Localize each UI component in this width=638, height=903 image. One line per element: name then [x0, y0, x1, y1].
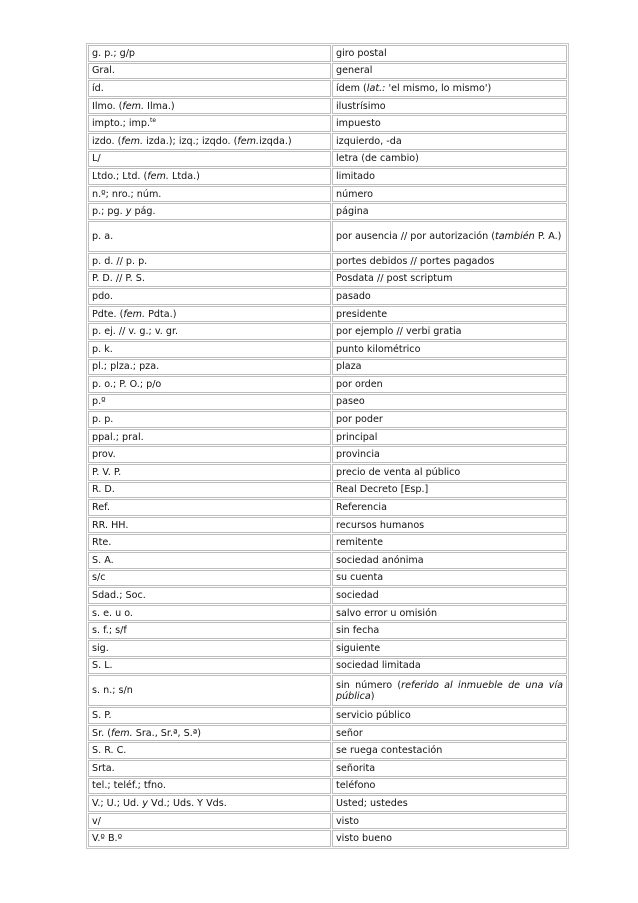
table-row — [88, 675, 567, 706]
meaning-cell — [332, 534, 567, 551]
text-segment: ) — [370, 690, 375, 702]
text-segment: p. d. // p. p. — [92, 255, 148, 267]
table-row — [88, 63, 567, 80]
table-row — [88, 587, 567, 604]
abbreviation-cell — [88, 168, 331, 185]
table-row — [88, 168, 567, 185]
table-row — [88, 570, 567, 587]
table-row — [88, 394, 567, 411]
meaning-cell — [332, 552, 567, 569]
text-segment: Ilma.) — [144, 100, 175, 112]
abbreviations-table — [86, 43, 569, 849]
text-segment: RR. HH. — [92, 519, 129, 531]
text-segment: impuesto — [336, 118, 381, 130]
meaning-cell — [332, 411, 567, 428]
text-segment: sociedad limitada — [336, 660, 421, 672]
table-row — [88, 499, 567, 516]
text-segment: Srta. — [92, 762, 115, 774]
meaning-cell — [332, 725, 567, 742]
meaning-cell — [332, 341, 567, 358]
meaning-cell — [332, 760, 567, 777]
text-segment: izquierdo, -da — [336, 135, 402, 147]
text-segment: ppal.; pral. — [92, 431, 144, 443]
text-segment: número — [336, 188, 374, 200]
abbreviation-cell — [88, 203, 331, 220]
text-segment: p.º — [92, 396, 106, 408]
text-segment: principal — [336, 431, 378, 443]
text-segment: prov. — [92, 449, 116, 461]
meaning-cell — [332, 80, 567, 97]
text-segment: pl.; plza.; pza. — [92, 361, 160, 373]
meaning-cell — [332, 221, 567, 252]
meaning-cell — [332, 675, 567, 706]
table-row — [88, 359, 567, 376]
text-segment: visto bueno — [336, 833, 393, 845]
text-segment: señorita — [336, 762, 376, 774]
text-segment: general — [336, 65, 373, 77]
text-segment: ilustrísimo — [336, 100, 386, 112]
text-segment: Gral. — [92, 65, 115, 77]
italic-segment: fem. — [122, 100, 145, 112]
meaning-cell — [332, 658, 567, 675]
italic-segment: también — [495, 230, 535, 242]
table-row — [88, 517, 567, 534]
text-segment: por ejemplo // verbi gratia — [336, 326, 462, 338]
italic-segment: fem. — [121, 135, 144, 147]
abbreviation-cell — [88, 570, 331, 587]
text-segment: paseo — [336, 396, 365, 408]
meaning-cell — [332, 115, 567, 132]
text-segment: visto — [336, 815, 359, 827]
text-segment: p. a. — [92, 230, 114, 242]
text-segment: por poder — [336, 414, 383, 426]
abbreviation-cell — [88, 323, 331, 340]
abbreviation-cell — [88, 534, 331, 551]
meaning-cell — [332, 271, 567, 288]
abbreviation-cell — [88, 221, 331, 252]
text-segment: Referencia — [336, 502, 387, 514]
abbreviation-cell — [88, 253, 331, 270]
abbreviation-cell — [88, 778, 331, 795]
meaning-cell — [332, 640, 567, 657]
text-segment: Pdta.) — [145, 308, 177, 320]
italic-segment: fem. — [111, 727, 133, 739]
abbreviation-cell — [88, 517, 331, 534]
table-row — [88, 376, 567, 393]
text-segment: pdo. — [92, 290, 113, 302]
abbreviation-cell — [88, 359, 331, 376]
abbreviation-cell — [88, 80, 331, 97]
table-row — [88, 813, 567, 830]
meaning-cell — [332, 323, 567, 340]
table-row — [88, 133, 567, 150]
text-segment: tel.; teléf.; tfno. — [92, 780, 166, 792]
text-segment: izqda.) — [259, 135, 292, 147]
text-segment: izda.); izq.; izqdo. ( — [143, 135, 238, 147]
abbreviation-cell — [88, 341, 331, 358]
table-row — [88, 830, 567, 847]
table-row — [88, 341, 567, 358]
text-segment: limitado — [336, 170, 375, 182]
text-segment: precio de venta al público — [336, 466, 461, 478]
abbreviation-cell — [88, 499, 331, 516]
text-segment: plaza — [336, 361, 362, 373]
text-segment: sin número ( — [336, 679, 402, 691]
abbreviation-cell — [88, 288, 331, 305]
italic-segment: lat.: — [366, 82, 386, 94]
abbreviation-cell — [88, 151, 331, 168]
text-segment: s. f.; s/f — [92, 625, 127, 637]
text-segment: Rte. — [92, 537, 112, 549]
table-row — [88, 429, 567, 446]
text-segment: S. P. — [92, 709, 112, 721]
meaning-cell — [332, 376, 567, 393]
text-segment: S. A. — [92, 554, 114, 566]
text-segment: R. D. — [92, 484, 115, 496]
text-segment: sociedad — [336, 590, 379, 602]
abbreviation-cell — [88, 658, 331, 675]
meaning-cell — [332, 707, 567, 724]
italic-segment: fem. — [237, 135, 260, 147]
meaning-cell — [332, 306, 567, 323]
abbreviation-cell — [88, 675, 331, 706]
text-segment: por orden — [336, 378, 383, 390]
italic-segment: fem. — [147, 170, 169, 182]
text-segment: Vd.; Uds. Y Vds. — [147, 797, 227, 809]
text-segment: L/ — [92, 153, 101, 165]
meaning-cell — [332, 288, 567, 305]
meaning-cell — [332, 778, 567, 795]
text-segment: p. o.; P. O.; p/o — [92, 378, 162, 390]
meaning-cell — [332, 98, 567, 115]
text-segment: Real Decreto [Esp.] — [336, 484, 429, 496]
text-segment: v/ — [92, 815, 101, 827]
abbreviation-cell — [88, 376, 331, 393]
meaning-cell — [332, 394, 567, 411]
table-row — [88, 446, 567, 463]
meaning-cell — [332, 795, 567, 812]
text-segment: s. e. u o. — [92, 607, 133, 619]
text-segment: punto kilométrico — [336, 343, 421, 355]
table-row — [88, 760, 567, 777]
meaning-cell — [332, 168, 567, 185]
text-segment: Usted; ustedes — [336, 797, 408, 809]
text-segment: S. L. — [92, 660, 113, 672]
text-segment: P. V. P. — [92, 466, 122, 478]
meaning-cell — [332, 203, 567, 220]
italic-segment: y — [142, 797, 148, 809]
text-segment: Sr. ( — [92, 727, 111, 739]
text-segment: sin fecha — [336, 625, 380, 637]
abbreviation-cell — [88, 640, 331, 657]
abbreviation-cell — [88, 622, 331, 639]
text-segment: pasado — [336, 290, 371, 302]
abbreviation-cell — [88, 394, 331, 411]
text-segment: giro postal — [336, 47, 387, 59]
meaning-cell — [332, 482, 567, 499]
text-segment: 'el mismo, lo mismo') — [385, 82, 492, 94]
meaning-cell — [332, 464, 567, 481]
abbreviation-cell — [88, 742, 331, 759]
text-segment: n.º; nro.; núm. — [92, 188, 162, 200]
meaning-cell — [332, 45, 567, 62]
text-segment: Pdte. ( — [92, 308, 124, 320]
text-segment: letra (de cambio) — [336, 153, 419, 165]
table-row — [88, 203, 567, 220]
text-segment: teléfono — [336, 780, 376, 792]
abbreviation-cell — [88, 587, 331, 604]
meaning-cell — [332, 742, 567, 759]
italic-segment: referido al inmueble de una vía pública — [336, 679, 563, 702]
table-row — [88, 622, 567, 639]
abbreviation-cell — [88, 411, 331, 428]
table-row — [88, 115, 567, 132]
table-row — [88, 45, 567, 62]
text-segment: señor — [336, 727, 363, 739]
abbreviation-cell — [88, 464, 331, 481]
text-segment: salvo error u omisión — [336, 607, 438, 619]
abbreviation-cell — [88, 306, 331, 323]
table-row — [88, 725, 567, 742]
text-segment: Ltda.) — [168, 170, 200, 182]
abbreviation-cell — [88, 186, 331, 203]
text-segment: p.; pg. — [92, 206, 126, 218]
text-segment: s. n.; s/n — [92, 685, 133, 697]
text-segment: Ilmo. ( — [92, 100, 123, 112]
table-row — [88, 80, 567, 97]
text-segment: pág. — [131, 206, 156, 218]
table-row — [88, 605, 567, 622]
table-row — [88, 186, 567, 203]
meaning-cell — [332, 605, 567, 622]
abbreviation-cell — [88, 605, 331, 622]
meaning-cell — [332, 186, 567, 203]
meaning-cell — [332, 587, 567, 604]
abbreviation-cell — [88, 813, 331, 830]
table-row — [88, 482, 567, 499]
table-row — [88, 271, 567, 288]
meaning-cell — [332, 830, 567, 847]
abbreviations-table-body — [88, 45, 567, 847]
table-row — [88, 464, 567, 481]
abbreviation-cell — [88, 707, 331, 724]
table-row — [88, 742, 567, 759]
abbreviation-cell — [88, 63, 331, 80]
meaning-cell — [332, 570, 567, 587]
table-row — [88, 778, 567, 795]
table-row — [88, 658, 567, 675]
text-segment: Ref. — [92, 502, 110, 514]
text-segment: Sdad.; Soc. — [92, 590, 146, 602]
text-segment: sig. — [92, 642, 109, 654]
meaning-cell — [332, 253, 567, 270]
text-segment: ídem ( — [336, 82, 367, 94]
text-segment: íd. — [92, 82, 104, 94]
text-segment: p. ej. // v. g.; v. gr. — [92, 326, 179, 338]
text-segment: Ltdo.; Ltd. ( — [92, 170, 148, 182]
abbreviation-cell — [88, 271, 331, 288]
text-segment: página — [336, 206, 369, 218]
text-segment: g. p.; g/p — [92, 47, 136, 59]
table-row — [88, 795, 567, 812]
text-segment: Sra., Sr.ª, S.ª) — [132, 727, 202, 739]
abbreviation-cell — [88, 133, 331, 150]
text-segment: impto.; imp. — [92, 118, 151, 130]
abbreviation-cell — [88, 760, 331, 777]
text-segment: p. p. — [92, 414, 114, 426]
text-segment: sociedad anónima — [336, 554, 424, 566]
text-segment: su cuenta — [336, 572, 384, 584]
table-row — [88, 253, 567, 270]
abbreviation-cell — [88, 830, 331, 847]
meaning-cell — [332, 499, 567, 516]
table-row — [88, 98, 567, 115]
meaning-cell — [332, 429, 567, 446]
italic-segment: fem. — [123, 308, 146, 320]
table-row — [88, 707, 567, 724]
meaning-cell — [332, 151, 567, 168]
text-segment: P. D. // P. S. — [92, 273, 145, 285]
meaning-cell — [332, 359, 567, 376]
italic-segment: y — [125, 206, 132, 218]
meaning-cell — [332, 133, 567, 150]
table-row — [88, 640, 567, 657]
abbreviation-cell — [88, 795, 331, 812]
text-segment: V.; U.; Ud. — [92, 797, 143, 809]
meaning-cell — [332, 622, 567, 639]
abbreviation-cell — [88, 725, 331, 742]
superscript-segment: te — [150, 116, 157, 124]
text-segment: presidente — [336, 308, 388, 320]
abbreviation-cell — [88, 552, 331, 569]
abbreviation-cell — [88, 446, 331, 463]
abbreviation-cell — [88, 429, 331, 446]
table-row — [88, 411, 567, 428]
table-row — [88, 323, 567, 340]
text-segment: portes debidos // portes pagados — [336, 255, 495, 267]
text-segment: siguiente — [336, 642, 381, 654]
table-row — [88, 288, 567, 305]
abbreviation-cell — [88, 482, 331, 499]
text-segment: servicio público — [336, 709, 411, 721]
text-segment: provincia — [336, 449, 380, 461]
text-segment: Posdata // post scriptum — [336, 273, 453, 285]
text-segment: p. k. — [92, 343, 113, 355]
table-row — [88, 221, 567, 252]
table-row — [88, 552, 567, 569]
text-segment: remitente — [336, 537, 384, 549]
meaning-cell — [332, 813, 567, 830]
text-segment: P. A.) — [534, 230, 562, 242]
table-row — [88, 151, 567, 168]
text-segment: S. R. C. — [92, 745, 127, 757]
abbreviation-cell — [88, 45, 331, 62]
meaning-cell — [332, 63, 567, 80]
text-segment: por ausencia // por autorización ( — [336, 230, 496, 242]
text-segment: recursos humanos — [336, 519, 425, 531]
abbreviation-cell — [88, 115, 331, 132]
text-segment: izdo. ( — [92, 135, 122, 147]
text-segment: V.º B.º — [92, 833, 123, 845]
meaning-cell — [332, 446, 567, 463]
table-row — [88, 534, 567, 551]
abbreviation-cell — [88, 98, 331, 115]
meaning-cell — [332, 517, 567, 534]
table-row — [88, 306, 567, 323]
text-segment: s/c — [92, 572, 106, 584]
text-segment: se ruega contestación — [336, 745, 443, 757]
